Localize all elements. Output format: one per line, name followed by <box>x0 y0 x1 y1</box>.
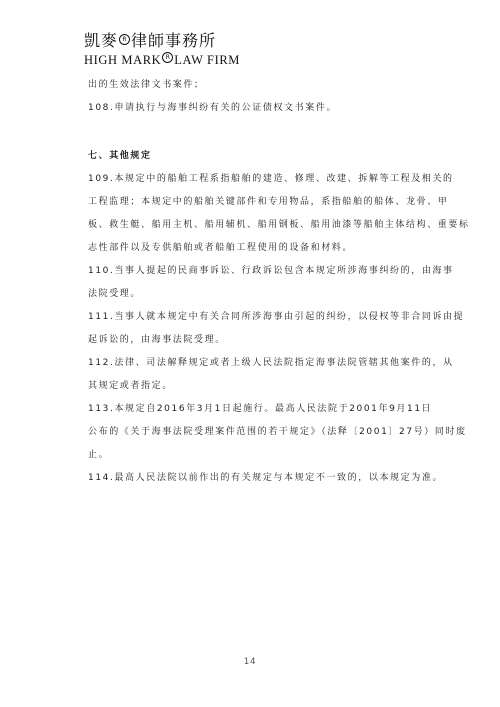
article-113-line-1: 113.本规定自2016年3月1日起施行。最高人民法院于2001年9月11日 <box>88 404 433 414</box>
registered-mark-icon-en: R <box>162 52 173 63</box>
logo-english-part2: LAW FIRM <box>174 53 241 67</box>
firm-logo <box>84 31 240 68</box>
page-number: 14 <box>243 657 257 667</box>
article-109-line-1: 109.本规定中的船舶工程系指船舶的建造、修理、改建、拆解等工程及相关的 <box>88 174 454 184</box>
article-111-line-2: 起诉讼的，由海事法院受理。 <box>88 335 226 345</box>
logo-chinese-part1: 凱麥 <box>84 31 119 50</box>
logo-english-part1: HIGH MARK <box>84 53 162 67</box>
article-109-line-4: 志性部件以及专供船舶或者船舶工程使用的设备和材料。 <box>88 243 354 253</box>
logo-chinese-part2: 律師事務所 <box>131 31 217 50</box>
logo-chinese <box>84 31 240 51</box>
logo-english <box>84 52 240 68</box>
section-heading: 七、其他规定 <box>88 151 152 161</box>
article-108: 108.申请执行与海事纠纷有关的公证债权文书案件。 <box>88 103 338 113</box>
article-112-line-2: 其规定或者指定。 <box>88 381 173 391</box>
article-110-line-1: 110.当事人提起的民商事诉讼、行政诉讼包含本规定所涉海事纠纷的，由海事 <box>88 266 454 276</box>
text-line-1: 出的生效法律文书案件； <box>88 80 205 90</box>
article-113-line-3: 止。 <box>88 450 110 460</box>
article-114: 114.最高人民法院以前作出的有关规定与本规定不一致的，以本规定为准。 <box>88 473 444 483</box>
article-109-line-3: 板、救生艇、船用主机、船用辅机、船用钢板、船用油漆等船舶主体结构、重要标 <box>88 220 470 230</box>
article-112-line-1: 112.法律、司法解释规定或者上级人民法院指定海事法院管辖其他案件的，从 <box>88 358 454 368</box>
article-110-line-2: 法院受理。 <box>88 289 142 299</box>
article-113-line-2: 公布的《关于海事法院受理案件范围的若干规定》（法释〔2001〕27号）同时废 <box>88 427 467 437</box>
article-111-line-1: 111.当事人就本规定中有关合同所涉海事由引起的纠纷，以侵权等非合同诉由提 <box>88 312 465 322</box>
registered-mark-icon: R <box>119 34 130 45</box>
article-109-line-2: 工程监理；本规定中的船舶关键部件和专用物品，系指船舶的船体、龙骨、甲 <box>88 197 449 207</box>
